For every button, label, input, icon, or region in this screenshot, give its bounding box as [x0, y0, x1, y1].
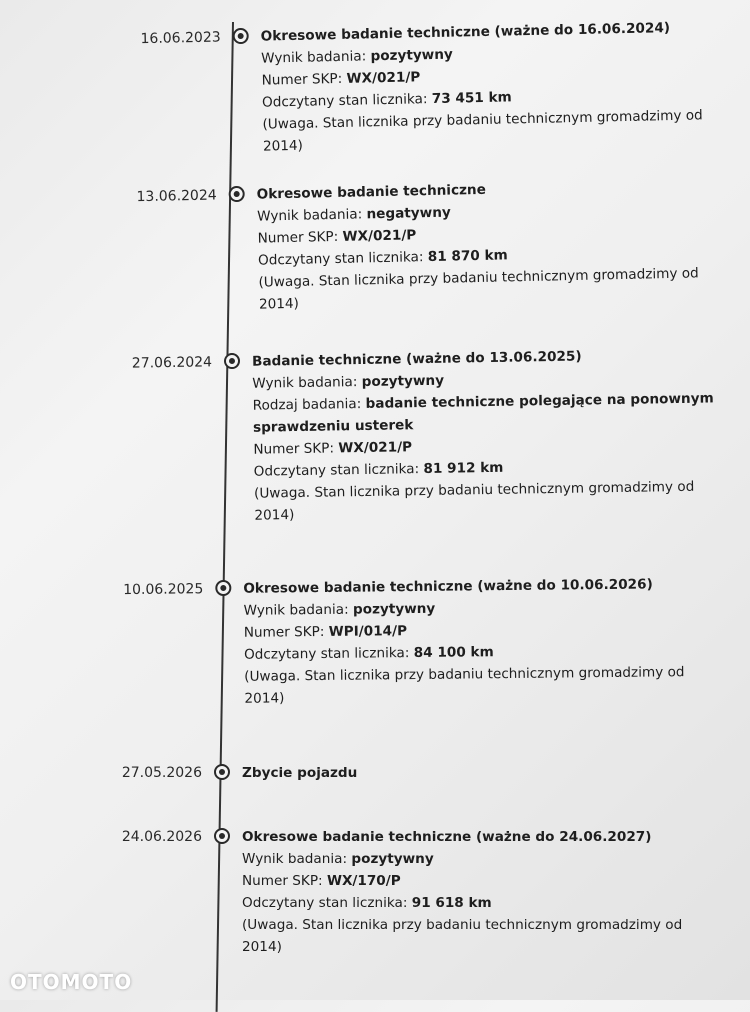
result-label: Wynik badania:: [256, 206, 363, 225]
timeline-dot-icon: [215, 580, 231, 596]
odometer-value: 81 870 km: [427, 247, 508, 266]
odometer-note: (Uwaga. Stan licznika przy badaniu technicznym gromadzimy od: [258, 265, 699, 291]
timeline-entry: [115, 573, 717, 729]
odometer-note: (Uwaga. Stan licznika przy badaniu technicznym gromadzimy od: [253, 478, 695, 502]
entry-body: [256, 174, 729, 316]
odometer-note-cont: 2014): [254, 507, 295, 524]
entry-title: Badanie techniczne (ważne do 13.06.2025): [251, 348, 582, 370]
entry-title: Okresowe badanie techniczne (ważne do 24.06.2027): [242, 829, 652, 845]
entry-date: 27.05.2026: [121, 765, 202, 781]
odometer-value: 81 912 km: [423, 459, 504, 478]
result-value: negatywny: [366, 204, 451, 223]
odometer-note: (Uwaga. Stan licznika przy badaniu technicznym gromadzimy od: [244, 664, 685, 685]
type-value: badanie techniczne polegające na ponownym: [365, 390, 714, 412]
skp-label: Numer SKP:: [243, 623, 325, 641]
entry-title: Okresowe badanie techniczne: [256, 181, 487, 203]
timeline-entry: [128, 174, 731, 337]
timeline-entry: [124, 343, 726, 524]
skp-label: Numer SKP:: [242, 873, 323, 889]
odometer-value: 73 451 km: [431, 89, 512, 108]
entry-body: [242, 762, 712, 784]
odometer-label: Odczytany stan licznika:: [243, 645, 410, 663]
entry-date: 27.06.2024: [131, 354, 213, 372]
odometer-value: 84 100 km: [413, 644, 494, 662]
entry-body: [243, 573, 714, 710]
entry-body: [252, 343, 725, 526]
result-label: Wynik badania:: [243, 601, 349, 619]
type-label: Rodzaj badania:: [252, 395, 362, 414]
odometer-note: (Uwaga. Stan licznika przy badaniu technicznym gromadzimy od: [242, 917, 683, 933]
timeline-entry: [114, 826, 714, 976]
timeline-dot-icon: [229, 186, 245, 202]
odometer-label: Odczytany stan licznika:: [261, 91, 428, 111]
odometer-note-cont: 2014): [258, 295, 300, 313]
odometer-note-cont: 2014): [244, 690, 285, 707]
timeline-dot-icon: [214, 764, 230, 780]
otomoto-watermark: OTOMOTO: [10, 970, 133, 994]
entry-date: 24.06.2026: [121, 829, 202, 845]
skp-value: WPI/014/P: [328, 623, 408, 640]
result-label: Wynik badania:: [252, 374, 358, 392]
skp-value: WX/021/P: [342, 227, 417, 245]
odometer-note: (Uwaga. Stan licznika przy badaniu technicznym gromadzimy od: [262, 107, 703, 133]
entry-body: [242, 826, 712, 958]
odometer-value: 91 618 km: [411, 895, 492, 911]
result-value: pozytywny: [361, 372, 445, 390]
type-value-cont: sprawdzeniu usterek: [252, 417, 414, 436]
timeline-entry: [132, 16, 735, 179]
skp-value: WX/170/P: [326, 873, 401, 889]
timeline-entry: [114, 762, 714, 792]
entry-date: 10.06.2025: [123, 581, 204, 599]
result-value: pozytywny: [351, 851, 434, 867]
result-value: pozytywny: [352, 600, 436, 618]
odometer-label: Odczytany stan licznika:: [242, 895, 408, 911]
skp-label: Numer SKP:: [253, 440, 335, 458]
entry-title: Okresowe badanie techniczne (ważne do 10.06.2026): [243, 576, 653, 597]
entry-body: [260, 16, 733, 158]
odometer-note-cont: 2014): [242, 939, 282, 955]
odometer-note-cont: 2014): [262, 137, 304, 155]
result-row: [242, 848, 712, 870]
result-value: pozytywny: [370, 46, 453, 65]
timeline-dot-icon: [224, 353, 240, 369]
entry-date: 13.06.2024: [136, 187, 217, 206]
odometer-label: Odczytany stan licznika:: [257, 249, 424, 269]
skp-value: WX/021/P: [338, 439, 413, 457]
odometer-label: Odczytany stan licznika:: [253, 461, 420, 480]
timeline-dot-icon: [233, 28, 249, 44]
entry-title: Zbycie pojazdu: [242, 765, 358, 781]
skp-row: [242, 870, 712, 892]
skp-label: Numer SKP:: [261, 70, 343, 89]
result-label: Wynik badania:: [260, 48, 367, 67]
skp-label: Numer SKP:: [257, 228, 339, 247]
entry-date: 16.06.2023: [140, 29, 221, 48]
odometer-row: [242, 892, 712, 914]
skp-value: WX/021/P: [346, 69, 421, 87]
timeline-dot-icon: [214, 828, 230, 844]
entry-title: Okresowe badanie techniczne (ważne do 16.06.2024): [260, 20, 671, 45]
result-label: Wynik badania:: [242, 851, 348, 867]
